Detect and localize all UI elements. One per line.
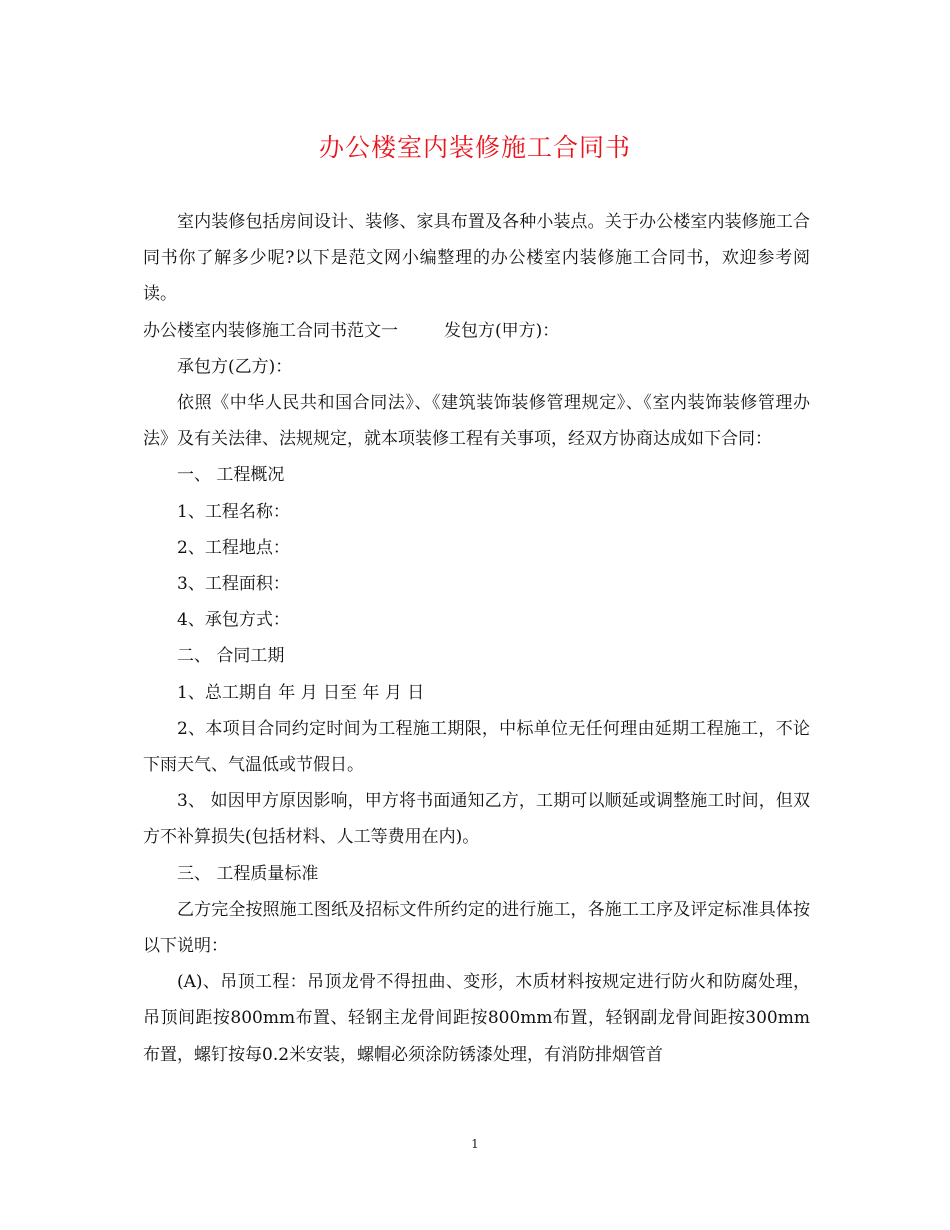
intro-paragraph: 室内装修包括房间设计、装修、家具布置及各种小装点。关于办公楼室内装修施工合同书你了解多少呢?以下是范文网小编整理的办公楼室内装修施工合同书，欢迎参考阅读。 xyxy=(143,212,810,305)
contract-method-item: 4、承包方式： xyxy=(177,610,290,631)
period-item-1: 1、总工期自 年 月 日至 年 月 日 xyxy=(177,682,425,703)
section-3-heading: 三、 工程质量标准 xyxy=(177,863,319,884)
section-1-heading: 一、 工程概况 xyxy=(177,465,285,486)
page-number: 1 xyxy=(471,1137,479,1151)
sample-heading-line xyxy=(143,313,810,349)
party-b-label: 承包方(乙方)： xyxy=(177,356,293,377)
party-a-label: 发包方(甲方)： xyxy=(444,320,560,341)
sample-heading: 办公楼室内装修施工合同书范文一 xyxy=(143,320,398,341)
preamble-paragraph: 依照《中华人民共和国合同法》、《建筑装饰装修管理规定》、《室内装饰装修管理办法》及有关法律、法规规定，就本项装修工程有关事项，经双方协商达成如下合同： xyxy=(143,393,810,450)
document-title: 办公楼室内装修施工合同书 xyxy=(318,133,631,162)
quality-item-a: (A)、吊顶工程：吊顶龙骨不得扭曲、变形，木质材料按规定进行防火和防腐处理，吊顶间距按800mm布置、轻钢主龙骨间距按800mm布置，轻钢副龙骨间距按300mm布置，螺钉按每0.2米安装，螺帽必须涂防锈漆处理，有消防排烟管首 xyxy=(143,972,810,1065)
section-2-heading: 二、 合同工期 xyxy=(177,646,285,667)
period-item-3: 3、 如因甲方原因影响，甲方将书面通知乙方，工期可以顺延或调整施工时间，但双方不补算损失(包括材料、人工等费用在内)。 xyxy=(143,791,810,848)
document-body xyxy=(143,204,810,1073)
project-location-item: 2、工程地点： xyxy=(177,537,290,558)
quality-intro-paragraph: 乙方完全按照施工图纸及招标文件所约定的进行施工，各施工工序及评定标准具体按以下说明： xyxy=(143,899,810,957)
period-item-2: 2、本项目合同约定时间为工程施工期限，中标单位无任何理由延期工程施工，不论下雨天气、气温低或节假日。 xyxy=(143,718,810,776)
project-name-item: 1、工程名称： xyxy=(177,501,290,522)
project-area-item: 3、工程面积： xyxy=(177,574,290,595)
